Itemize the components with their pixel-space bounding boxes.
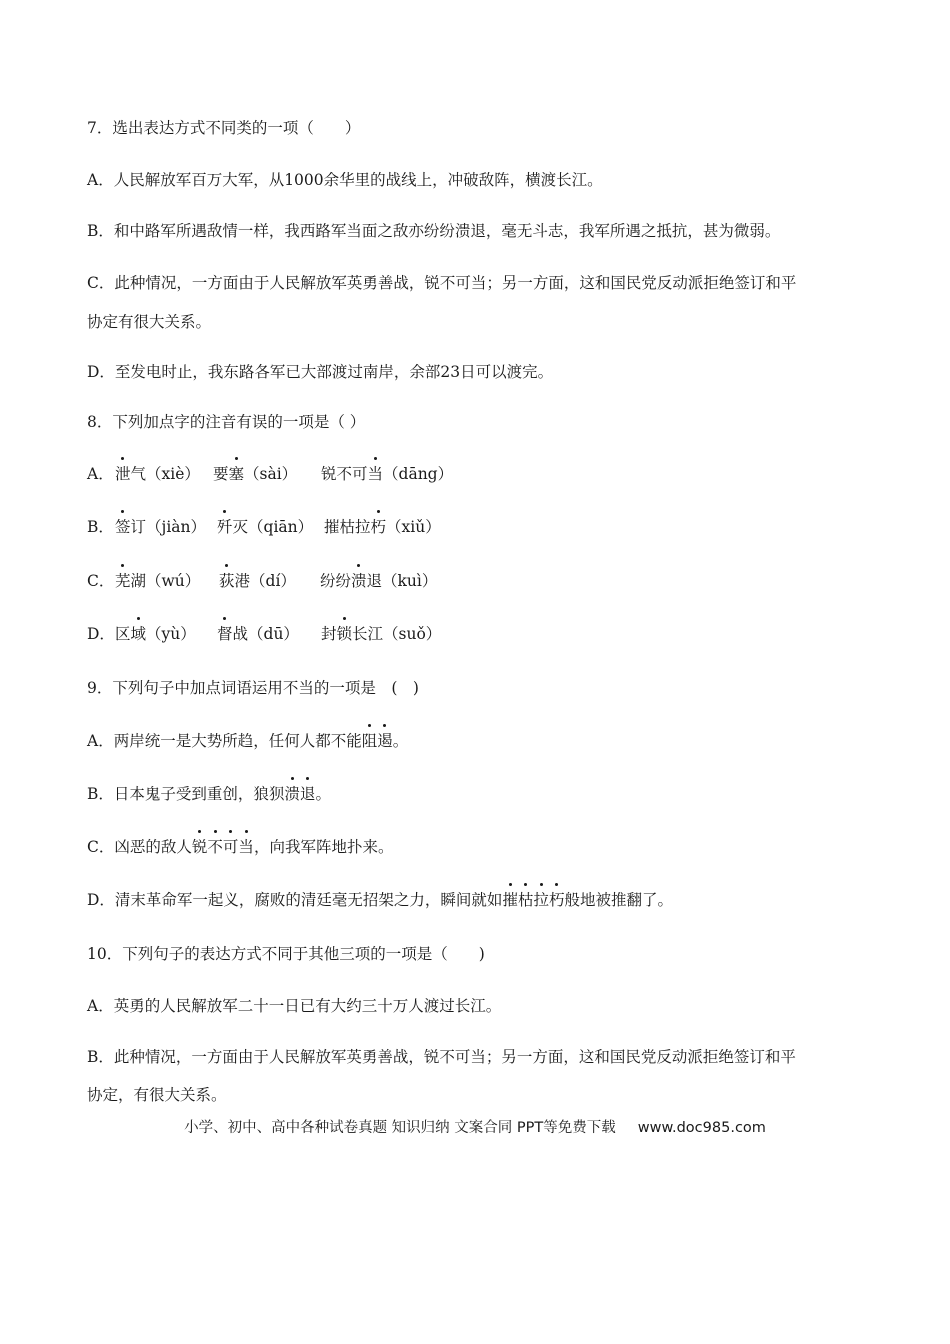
q7-stem: 7．选出表达方式不同类的一项（ ） — [87, 119, 361, 137]
q8-d-item-1: 区域（yù） — [115, 625, 196, 643]
emphasis-char: 签 — [115, 518, 131, 536]
q8-a-item-3: 锐不可当（dāng） — [321, 465, 454, 483]
footer-text: 小学、初中、高中各种试卷真题 知识归纳 文案合同 PPT等免费下载 — [184, 1120, 616, 1136]
q7-option-d: D．至发电时止，我东路各军已大部渡过南岸，余部23日可以渡完。 — [87, 363, 554, 381]
q8-c-item-3: 纷纷溃退（kuì） — [320, 572, 438, 590]
option-label: D． — [87, 625, 115, 643]
q8-b-item-3: 摧枯拉朽（xiǔ） — [324, 518, 441, 536]
emphasis-char: 当 — [238, 838, 254, 856]
option-label: B． — [87, 518, 114, 536]
q10-stem: 10．下列句子的表达方式不同于其他三项的一项是（ ) — [87, 945, 485, 963]
emphasis-char: 歼 — [217, 518, 233, 536]
option-label: A． — [87, 465, 114, 483]
emphasis-char: 当 — [367, 465, 384, 483]
q9-option-a: A．两岸统一是大势所趋，任何人都不能阻遏。 — [87, 732, 409, 750]
q8-stem: 8．下列加点字的注音有误的一项是（ ） — [87, 413, 366, 431]
emphasis-char: 枯 — [517, 891, 534, 909]
emphasis-char: 泄 — [115, 465, 131, 483]
q8-d-item-3: 封锁长江（suǒ） — [321, 625, 442, 643]
q7-option-b: B．和中路军所遇敌情一样，我西路军当面之敌亦纷纷溃退，毫无斗志，我军所遇之抵抗，甚为微弱。 — [87, 222, 781, 240]
q7-option-c-line2: 协定有很大关系。 — [87, 313, 212, 331]
q8-b-item-2: 歼灭（qiān） — [217, 518, 314, 536]
emphasis-char: 朽 — [548, 891, 565, 909]
q8-b-item-1: 签订（jiàn） — [115, 518, 207, 536]
q10-option-a: A．英勇的人民解放军二十一日已有大约三十万人渡过长江。 — [87, 997, 502, 1015]
emphasis-char: 阻 — [361, 732, 378, 750]
emphasis-char: 域 — [130, 625, 147, 643]
q9-stem: 9．下列句子中加点词语运用不当的一项是 ( ) — [87, 679, 419, 697]
q9-option-c: C．凶恶的敌人锐不可当，向我军阵地扑来。 — [87, 838, 394, 856]
emphasis-char: 荻 — [219, 572, 235, 590]
q7-option-c-line1: C．此种情况，一方面由于人民解放军英勇善战，锐不可当；另一方面，这和国民党反动派拒绝签订和平 — [87, 274, 797, 292]
option-label: C． — [87, 572, 115, 590]
emphasis-char: 不 — [207, 838, 223, 856]
q8-c-item-2: 荻港（dí） — [219, 572, 296, 590]
emphasis-char: 朽 — [370, 518, 387, 536]
q7-option-a: A．人民解放军百万大军，从1000余华里的战线上，冲破敌阵，横渡长江。 — [87, 171, 603, 189]
emphasis-char: 锐 — [191, 838, 208, 856]
emphasis-char: 溃 — [351, 572, 367, 590]
emphasis-char: 督 — [217, 625, 233, 643]
emphasis-char: 退 — [299, 785, 316, 803]
emphasis-char: 溃 — [284, 785, 300, 803]
q10-option-b-line1: B．此种情况，一方面由于人民解放军英勇善战，锐不可当；另一方面，这和国民党反动派拒绝签订和平 — [87, 1048, 796, 1066]
q8-d-item-2: 督战（dū） — [217, 625, 299, 643]
emphasis-char: 遏 — [377, 732, 393, 750]
q8-c-item-1: 芜湖（wú） — [115, 572, 201, 590]
emphasis-char: 塞 — [228, 465, 245, 483]
q8-a-item-1: 泄气（xiè） — [115, 465, 200, 483]
q9-option-d: D．清末革命军一起义，腐败的清廷毫无招架之力，瞬间就如摧枯拉朽般地被推翻了。 — [87, 891, 674, 909]
emphasis-char: 可 — [222, 838, 239, 856]
q10-option-b-line2: 协定，有很大关系。 — [87, 1086, 227, 1104]
emphasis-char: 锁 — [336, 625, 353, 643]
emphasis-char: 摧 — [502, 891, 518, 909]
footer — [0, 1116, 950, 1137]
q9-option-b: B．日本鬼子受到重创，狼狈溃退。 — [87, 785, 331, 803]
emphasis-char: 拉 — [533, 891, 549, 909]
q8-a-item-2: 要塞（sài） — [213, 465, 298, 483]
footer-url-link[interactable]: www.doc985.com — [637, 1120, 766, 1136]
emphasis-char: 芜 — [115, 572, 131, 590]
